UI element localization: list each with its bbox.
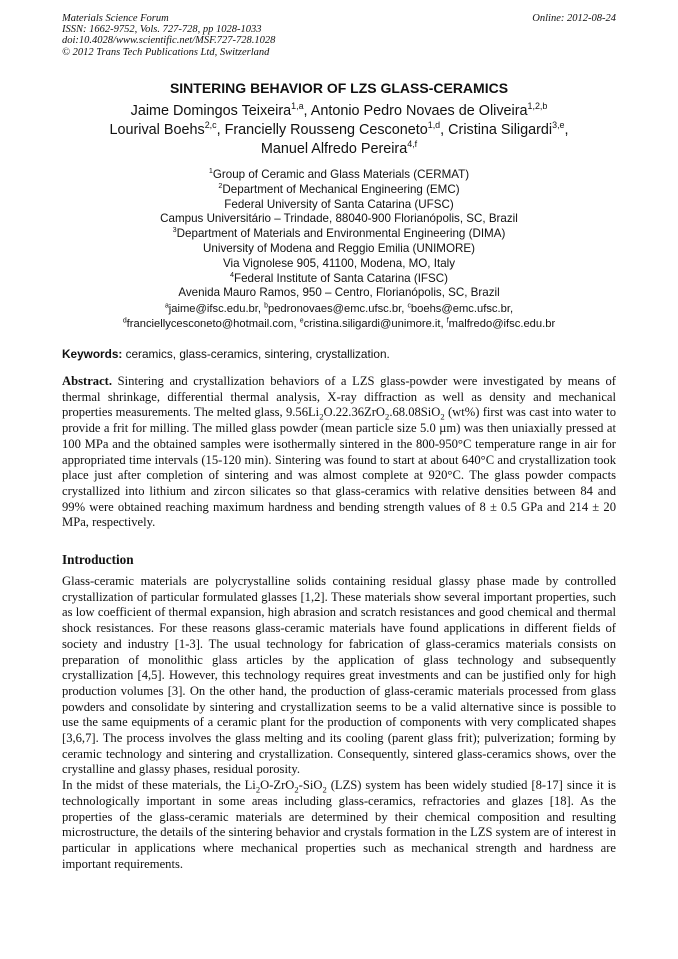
intro-text: -SiO [298, 778, 323, 793]
author-name: Antonio Pedro Novaes de Oliveira [310, 103, 528, 119]
affiliation-text: Federal University of Santa Catarina (UFSC) [224, 197, 454, 211]
email-address[interactable]: jaime@ifsc.edu.br, [168, 303, 265, 315]
email-sup: c [407, 302, 411, 310]
author-affil-sup: 1,a [291, 101, 304, 112]
affiliation-sup: 1 [208, 166, 213, 176]
subscript: 2 [294, 784, 299, 795]
online-date: Online: 2012-08-24 [532, 13, 616, 24]
intro-paragraph-1: Glass-ceramic materials are polycrystalline solids containing residual glassy phase made by controlled crystallization of particular formulated glasses [1,2]. These materials show several important properties, such as low coefficient of thermal expansion, high abrasion and scratch resistances and good chemical and thermal shock resistances. For these reasons glass-ceramic materials have found applications in different fields of society and industry [1-3]. The usual technology for fabrication of glass-ceramics materials consists on preparation of monolithic glass articles by the application of glass technology and subsequently crystallization [4,5]. However, this technology requires great investments and can be justified only for high production volumes [3]. On the other hand, the production of glass-ceramic materials processed from glass powders and consolidate by sintering and crystallization seems to be a valid alternative since is possible to use the same equipments of a ceramic plant for the production of components with very complicated shapes [3,6,7]. The process involves the glass melting and its cooling (parent glass frit); pulverization; forming by ceramic technology and sintering and crystallization. Consequently, sintered glass-ceramics shows, over the crystalline and glassy phases, residual porosity. [62, 574, 616, 777]
email-sup: a [164, 302, 169, 310]
author-affil-sup: 2,c [204, 120, 217, 131]
author-line [62, 121, 616, 140]
subscript: 2 [319, 411, 324, 422]
email-sup: e [299, 317, 304, 325]
affiliation-line [62, 212, 616, 227]
abstract-text: Sintering and crystallization behaviors of a LZS glass-powder were investigated by means of thermal shrinkage, differential thermal analysis, X-ray diffraction as well as density and mechanical properties measurements. The melted glass, 9.56Li [62, 374, 616, 420]
affiliation-sup: 3 [172, 225, 177, 235]
email-address[interactable]: boehs@emc.ufsc.br, [410, 303, 514, 315]
affiliation-text: Avenida Mauro Ramos, 950 – Centro, Florianópolis, SC, Brazil [178, 286, 500, 300]
email-address[interactable]: pedronovaes@emc.ufsc.br, [267, 303, 408, 315]
email-list [62, 302, 616, 332]
subscript: 2 [322, 784, 327, 795]
author-separator: , [564, 122, 569, 138]
email-address[interactable]: malfredo@ifsc.edu.br [448, 318, 556, 330]
email-line [62, 317, 616, 332]
affiliation-line [62, 168, 616, 183]
doi-line[interactable]: doi:10.4028/www.scientific.net/MSF.727-728.1028 [62, 35, 276, 47]
subscript: 2 [255, 784, 261, 795]
subscript: 2 [440, 411, 445, 422]
author-affil-sup: 1,2,b [527, 101, 548, 112]
intro-paragraph-2 [62, 778, 616, 872]
affiliation-sup: 2 [218, 180, 223, 190]
intro-text: O-ZrO [260, 778, 295, 793]
affiliation-line [62, 286, 616, 301]
introduction-body [62, 574, 616, 872]
journal-header [62, 13, 616, 58]
affiliation-line [62, 257, 616, 272]
author-name: Cristina Siligardi [448, 122, 553, 138]
section-heading-introduction: Introduction [62, 552, 134, 567]
affiliation-text: Campus Universitário – Trindade, 88040-900 Florianópolis, SC, Brazil [160, 212, 518, 226]
abstract [62, 374, 616, 531]
affiliation-text: Federal Institute of Santa Catarina (IFSC) [234, 271, 448, 285]
issn-line: ISSN: 1662-9752, Vols. 727-728, pp 1028-1033 [62, 24, 262, 36]
affiliation-text: Department of Mechanical Engineering (EMC) [222, 182, 460, 196]
intro-text: (LZS) system has been widely studied [8-17] since it is technologically important in some areas including glass-ceramics, refractories and glazes [18]. As the properties of the glass-ceramic materials are determined by their chemical composition and resulting microstructure, the details of the sintering behavior and crystals formation in the LZS system are of interest in particular in applications where mechanical properties such as mechanical strength and hardness are important requirements. [62, 778, 617, 871]
email-sup: d [122, 317, 127, 325]
affiliation-line [62, 180, 616, 198]
author-line [62, 102, 616, 121]
affiliation-text: Group of Ceramic and Glass Materials (CERMAT) [212, 168, 470, 181]
author-name: Manuel Alfredo Pereira [260, 141, 408, 157]
affiliation-line [62, 269, 616, 287]
author-list [62, 102, 616, 159]
keywords-text: ceramics, glass-ceramics, sintering, crystallization. [122, 347, 390, 361]
keywords-label: Keywords: [62, 347, 123, 361]
abstract-text: O.22.36ZrO [323, 405, 386, 420]
author-affil-sup: 3,e [552, 120, 565, 131]
abstract-text: .68.08SiO [389, 405, 441, 420]
abstract-label: Abstract. [62, 374, 113, 388]
affiliation-list [62, 168, 616, 301]
intro-text: In the midst of these materials, the Li [62, 778, 256, 793]
affiliation-text: Department of Materials and Environmental Engineering (DIMA) [176, 227, 506, 241]
journal-name: Materials Science Forum [62, 13, 169, 24]
copyright-line: © 2012 Trans Tech Publications Ltd, Switzerland [62, 46, 270, 58]
affiliation-text: University of Modena and Reggio Emilia (UNIMORE) [203, 241, 475, 255]
affiliation-line [62, 242, 616, 257]
email-address[interactable]: cristina.siligardi@unimore.it, [303, 318, 447, 330]
email-address[interactable]: franciellycesconeto@hotmail.com, [126, 318, 300, 330]
affiliation-sup: 4 [230, 269, 235, 279]
author-line [62, 140, 616, 159]
affiliation-line [62, 198, 616, 213]
author-name: Francielly Rousseng Cesconeto [224, 122, 428, 138]
abstract-text: (wt%) first was cast into water to provide a frit for milling. The milled glass powder (mean particle size 5.0 µm) was then uniaxially pressed at 100 MPa and the obtained samples were isothermally sintered in the 800-950°C temperature range in air for appropriated time intervals (15-120 min). Sintering was found to start at about 640°C and crystallization took place just after completion of sintering and was almost complete at 920°C. The glass powder compacts crystallized into lithium and zircon silicates so that glass-ceramics with relative densities between 84 and 99% were obtained reaching maximum hardness and bending strength values of 8 ± 0.5 GPa and 214 ± 20 MPa, respectively. [62, 405, 616, 530]
affiliation-line [62, 227, 616, 242]
author-separator: , [216, 122, 225, 138]
author-separator: , [440, 122, 449, 138]
author-name: Jaime Domingos Teixeira [130, 103, 292, 119]
affiliation-text: Via Vignolese 905, 41100, Modena, MO, Italy [222, 256, 456, 270]
email-sup: b [264, 302, 268, 310]
email-sup: f [446, 317, 449, 325]
email-line [62, 302, 616, 317]
author-affil-sup: 1,d [427, 120, 441, 131]
keywords [62, 347, 616, 362]
paper-title: SINTERING BEHAVIOR OF LZS GLASS-CERAMICS [169, 80, 509, 96]
author-affil-sup: 4,f [407, 139, 418, 150]
author-name: Lourival Boehs [109, 122, 205, 138]
author-separator: , [303, 103, 311, 119]
subscript: 2 [385, 411, 390, 422]
